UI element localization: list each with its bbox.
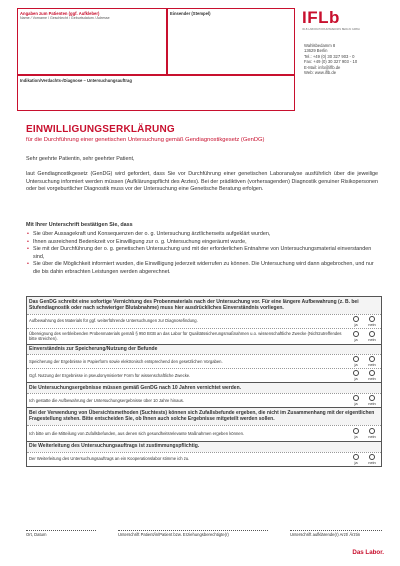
page-title: EINWILLIGUNGSERKLÄRUNG xyxy=(26,124,175,135)
consent-section xyxy=(27,407,381,441)
consent-row-text: Der Weiterleitung des Untersuchungsauftrags an ein Kooperationslabor stimme ich zu. xyxy=(29,456,190,462)
address-block xyxy=(304,43,394,75)
option-yes[interactable] xyxy=(349,356,363,367)
page-subtitle: für die Durchführung einer genetischen Untersuchung gemäß Gendiagnostikgesetz (GenDG) xyxy=(26,137,265,143)
option-no-label: nein xyxy=(368,376,376,382)
indication-label: Indikation/Verdachts-/Diagnose – Untersuchungsauftrag xyxy=(20,78,132,83)
consent-row-text: Übereignung des verbleibenden Probenmaterials gemäß § 950 BGB an das Labor für Qualitätssicherungsmaßnahmen u.o. wissenschaftliche Zwecke (Nichtzutreffendes bitte streichen). xyxy=(29,330,342,342)
option-yes-label: ja xyxy=(354,321,358,327)
bullet-list xyxy=(33,231,378,277)
option-yes[interactable] xyxy=(349,454,363,465)
consent-row-text: Ggf. Nutzung der Ergebnisse in pseudonymisierter Form für wissenschaftliche Zwecke. xyxy=(29,373,191,379)
consent-section xyxy=(27,297,381,344)
address-web: Web: www.iflb.de xyxy=(304,70,337,76)
option-yes[interactable] xyxy=(349,428,363,439)
consent-row xyxy=(27,452,381,466)
patient-box[interactable] xyxy=(17,8,167,75)
patient-box-title: Angaben zum Patienten (ggf. Aufkleber) xyxy=(20,11,100,16)
consent-section xyxy=(27,441,381,466)
salutation: Sehr geehrte Patientin, sehr geehrter Patient, xyxy=(26,156,135,162)
bullet-item: • Sie über Aussagekraft und Konsequenzen der o. g. Untersuchung ärztlicherseits aufgeklärt wurden, xyxy=(33,231,378,239)
consent-row-text: Ich gestatte die Aufbewahrung der Untersuchungsergebnisse über 10 Jahre hinaus. xyxy=(29,397,185,403)
signature-doctor[interactable] xyxy=(290,530,382,537)
consent-section xyxy=(27,382,381,407)
consent-row-text: Aufbewahrung des Materials für ggf. weiterführende Untersuchungen zur Diagnosefindung. xyxy=(29,318,198,324)
option-no-label: nein xyxy=(368,336,376,342)
bullet-item: • Ihnen ausreichend Bedenkzeit vor Einwilligung zur o. g. Untersuchung eingeräumt wurde, xyxy=(33,239,378,247)
patient-box-fields: Name / Vorname / Geschlecht / Geburtsdatum / Adresse xyxy=(20,16,110,20)
consent-row xyxy=(27,425,381,441)
option-no[interactable] xyxy=(363,428,381,439)
option-no-label: nein xyxy=(368,321,376,327)
logo-subtitle: IFLB LABORATORIUMSMEDIZIN BERLIN GMBH xyxy=(302,28,360,31)
address-city: 13629 Berlin xyxy=(304,48,328,54)
option-yes-label: ja xyxy=(354,401,358,407)
consent-row xyxy=(27,314,381,328)
option-yes-label: ja xyxy=(354,433,358,439)
footer-tagline: Das Labor. xyxy=(352,549,384,556)
sender-box-title: Einsender (Stempel) xyxy=(170,11,211,16)
option-yes[interactable] xyxy=(349,316,363,327)
intro-paragraph: laut Gendiagnostikgesetz (GenDG) wird gefordert, dass Sie vor Durchführung einer genetischen Laboranalyse ausführlich über die jeweilige Untersuchung informiert werden müssen (Aufklärungspflicht des Arztes). Bei der prädiktiven (vorhersagenden) Diagnostik genuiner Risikopersonen oder bei vorgeburtlicher Diagnostik muss vor der Untersuchung eine Genetische Beratung erfolgen. xyxy=(26,171,378,193)
signature-patient-label: Unterschrift Patient/in/Patient bzw. Erziehungsberechtigte(r) xyxy=(118,532,229,537)
logo-text: IFLb xyxy=(302,8,340,27)
option-yes-label: ja xyxy=(354,376,358,382)
consent-row-text: Speicherung der Ergebnisse in Papierform sowie elektronisch entsprechend den gesetzlichen Vorgaben. xyxy=(29,359,223,365)
option-no[interactable] xyxy=(363,395,381,406)
option-yes[interactable] xyxy=(349,331,363,342)
option-yes[interactable] xyxy=(349,370,363,381)
section-heading: Die Weiterleitung des Untersuchungsauftrags ist zustimmungspflichtig. xyxy=(27,442,381,452)
option-no-label: nein xyxy=(368,401,376,407)
consent-section xyxy=(27,344,381,383)
signature-place-date-label: Ort, Datum xyxy=(26,532,47,537)
address-email: E-Mail: info@iflb.de xyxy=(304,64,341,70)
option-no[interactable] xyxy=(363,454,381,465)
consent-row xyxy=(27,368,381,382)
option-no-label: nein xyxy=(368,433,376,439)
section-heading: Einverständnis zur Speicherung/Nutzung der Befunde xyxy=(27,345,381,355)
address-tel: Tel.: +49 (0) 30 327 903 - 0 xyxy=(304,53,355,59)
option-no-label: nein xyxy=(368,459,376,465)
signature-place-date[interactable] xyxy=(26,530,96,537)
option-no[interactable] xyxy=(363,370,381,381)
option-no-label: nein xyxy=(368,362,376,368)
option-no[interactable] xyxy=(363,331,381,342)
confirm-intro: Mit Ihrer Unterschrift bestätigen Sie, dass xyxy=(26,222,133,228)
logo xyxy=(302,9,382,31)
bullet-item: • Sie mit der Durchführung der o. g. genetischen Untersuchung und mit der erforderlichen Entnahme von Untersuchungsmaterial einverstanden sind, xyxy=(33,246,378,261)
signature-doctor-label: Unterschrift aufklärende(r) Arzt/ Ärztin xyxy=(290,532,361,537)
consent-row xyxy=(27,393,381,407)
option-yes-label: ja xyxy=(354,362,358,368)
address-fax: Fax: +49 (0) 30 327 903 - 10 xyxy=(304,59,358,65)
consent-row-text: Ich bitte um die Mitteilung von Zufallsbefunden, aus denen sich gesundheitsrelevante Maßnahmen ergeben können. xyxy=(29,430,245,436)
section-heading: Die Untersuchungsergebnisse müssen gemäß GenDG nach 10 Jahren vernichtet werden. xyxy=(27,383,381,393)
consent-row xyxy=(27,328,381,344)
section-heading: Bei der Verwendung von Übersichtsmethoden (Suchtests) können sich Zufallsbefunde ergeben, die nicht im Zusammenhang mit der eigentlichen Fragestellung stehen. Bitte entscheiden Sie, ob Ihnen auch solche Ergebnisse mitgeteilt werden sollen. xyxy=(27,408,381,425)
bullet-item: • Sie über die Möglichkeit informiert wurden, die Einwilligung jederzeit widerrufen zu können. Die Untersuchung wird dann abgebrochen, und nur die bis dahin erbrachten Leistungen werden abgerechnet. xyxy=(33,261,378,276)
option-yes-label: ja xyxy=(354,336,358,342)
option-no[interactable] xyxy=(363,316,381,327)
address-street: Wahlsbedamm 8 xyxy=(304,43,336,48)
signature-patient[interactable] xyxy=(118,530,268,537)
option-no[interactable] xyxy=(363,356,381,367)
section-heading: Das GenDG schreibt eine sofortige Vernichtung des Probenmaterials nach der Untersuchung vor. Für eine längere Aufbewahrung (z. B. bei Stufendiagnostik oder nach schwieriger Blutabnahme) muss hier ausdrückliches Einverständnis vorliegen. xyxy=(27,297,381,314)
option-yes-label: ja xyxy=(354,459,358,465)
consent-table xyxy=(26,296,382,467)
indication-box[interactable] xyxy=(17,75,295,111)
option-yes[interactable] xyxy=(349,395,363,406)
sender-box[interactable] xyxy=(167,8,295,75)
consent-row xyxy=(27,354,381,368)
